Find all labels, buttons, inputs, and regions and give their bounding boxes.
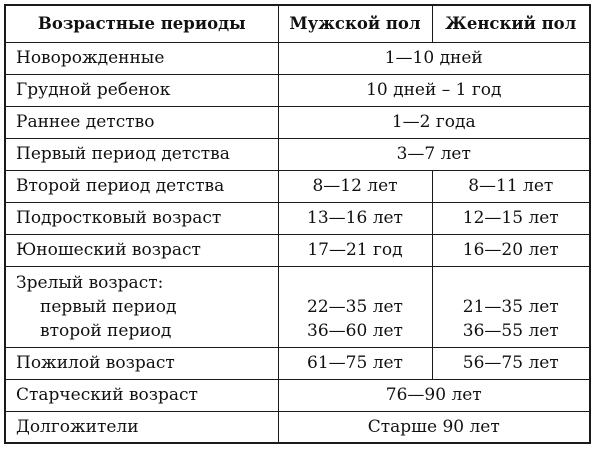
period-name-group <box>5 266 278 347</box>
table-row <box>5 74 590 106</box>
period-range-male: 61—75 лет <box>278 347 432 379</box>
header-female: Женский пол <box>432 5 590 42</box>
period-range-male: 8—12 лет <box>278 170 432 202</box>
table-row <box>5 202 590 234</box>
period-name: Пожилой возраст <box>5 347 278 379</box>
period-range-male: 36—60 лет <box>307 320 403 341</box>
table-row <box>5 106 590 138</box>
period-name: Второй период детства <box>5 170 278 202</box>
period-subname: второй период <box>40 320 172 341</box>
period-range-female: 56—75 лет <box>432 347 590 379</box>
table-row <box>5 42 590 74</box>
table-row <box>5 234 590 266</box>
period-name: Юношеский возраст <box>5 234 278 266</box>
period-range-female: 8—11 лет <box>432 170 590 202</box>
period-range-female: 36—55 лет <box>462 320 559 341</box>
header-male: Мужской пол <box>278 5 432 42</box>
table-row <box>5 266 590 347</box>
period-range-female: 21—35 лет <box>462 296 559 317</box>
period-range-male: 17—21 год <box>278 234 432 266</box>
period-subname: первый период <box>40 296 177 317</box>
period-range-female-group <box>432 266 590 347</box>
period-range-female: 16—20 лет <box>432 234 590 266</box>
table-row <box>5 138 590 170</box>
table-row <box>5 170 590 202</box>
period-range-female: 12—15 лет <box>432 202 590 234</box>
period-name: Подростковый возраст <box>5 202 278 234</box>
header-row <box>5 5 590 42</box>
age-periods-table <box>4 4 591 444</box>
period-name: Раннее детство <box>5 106 278 138</box>
period-name: Грудной ребенок <box>5 74 278 106</box>
period-name: Долгожители <box>5 411 278 443</box>
period-range-both: 10 дней – 1 год <box>278 74 590 106</box>
period-name: Старческий возраст <box>5 379 278 411</box>
header-periods: Возрастные периоды <box>5 5 278 42</box>
period-range-both: Старше 90 лет <box>278 411 590 443</box>
period-name: Зрелый возраст: <box>16 272 164 293</box>
table-row <box>5 411 590 443</box>
period-range-both: 1—2 года <box>278 106 590 138</box>
period-range-male-group <box>278 266 432 347</box>
period-name: Новорожденные <box>5 42 278 74</box>
period-range-both: 3—7 лет <box>278 138 590 170</box>
period-range-both: 76—90 лет <box>278 379 590 411</box>
table-row <box>5 347 590 379</box>
period-range-male: 22—35 лет <box>307 296 403 317</box>
period-range-male: 13—16 лет <box>278 202 432 234</box>
table-row <box>5 379 590 411</box>
period-range-both: 1—10 дней <box>278 42 590 74</box>
period-name: Первый период детства <box>5 138 278 170</box>
